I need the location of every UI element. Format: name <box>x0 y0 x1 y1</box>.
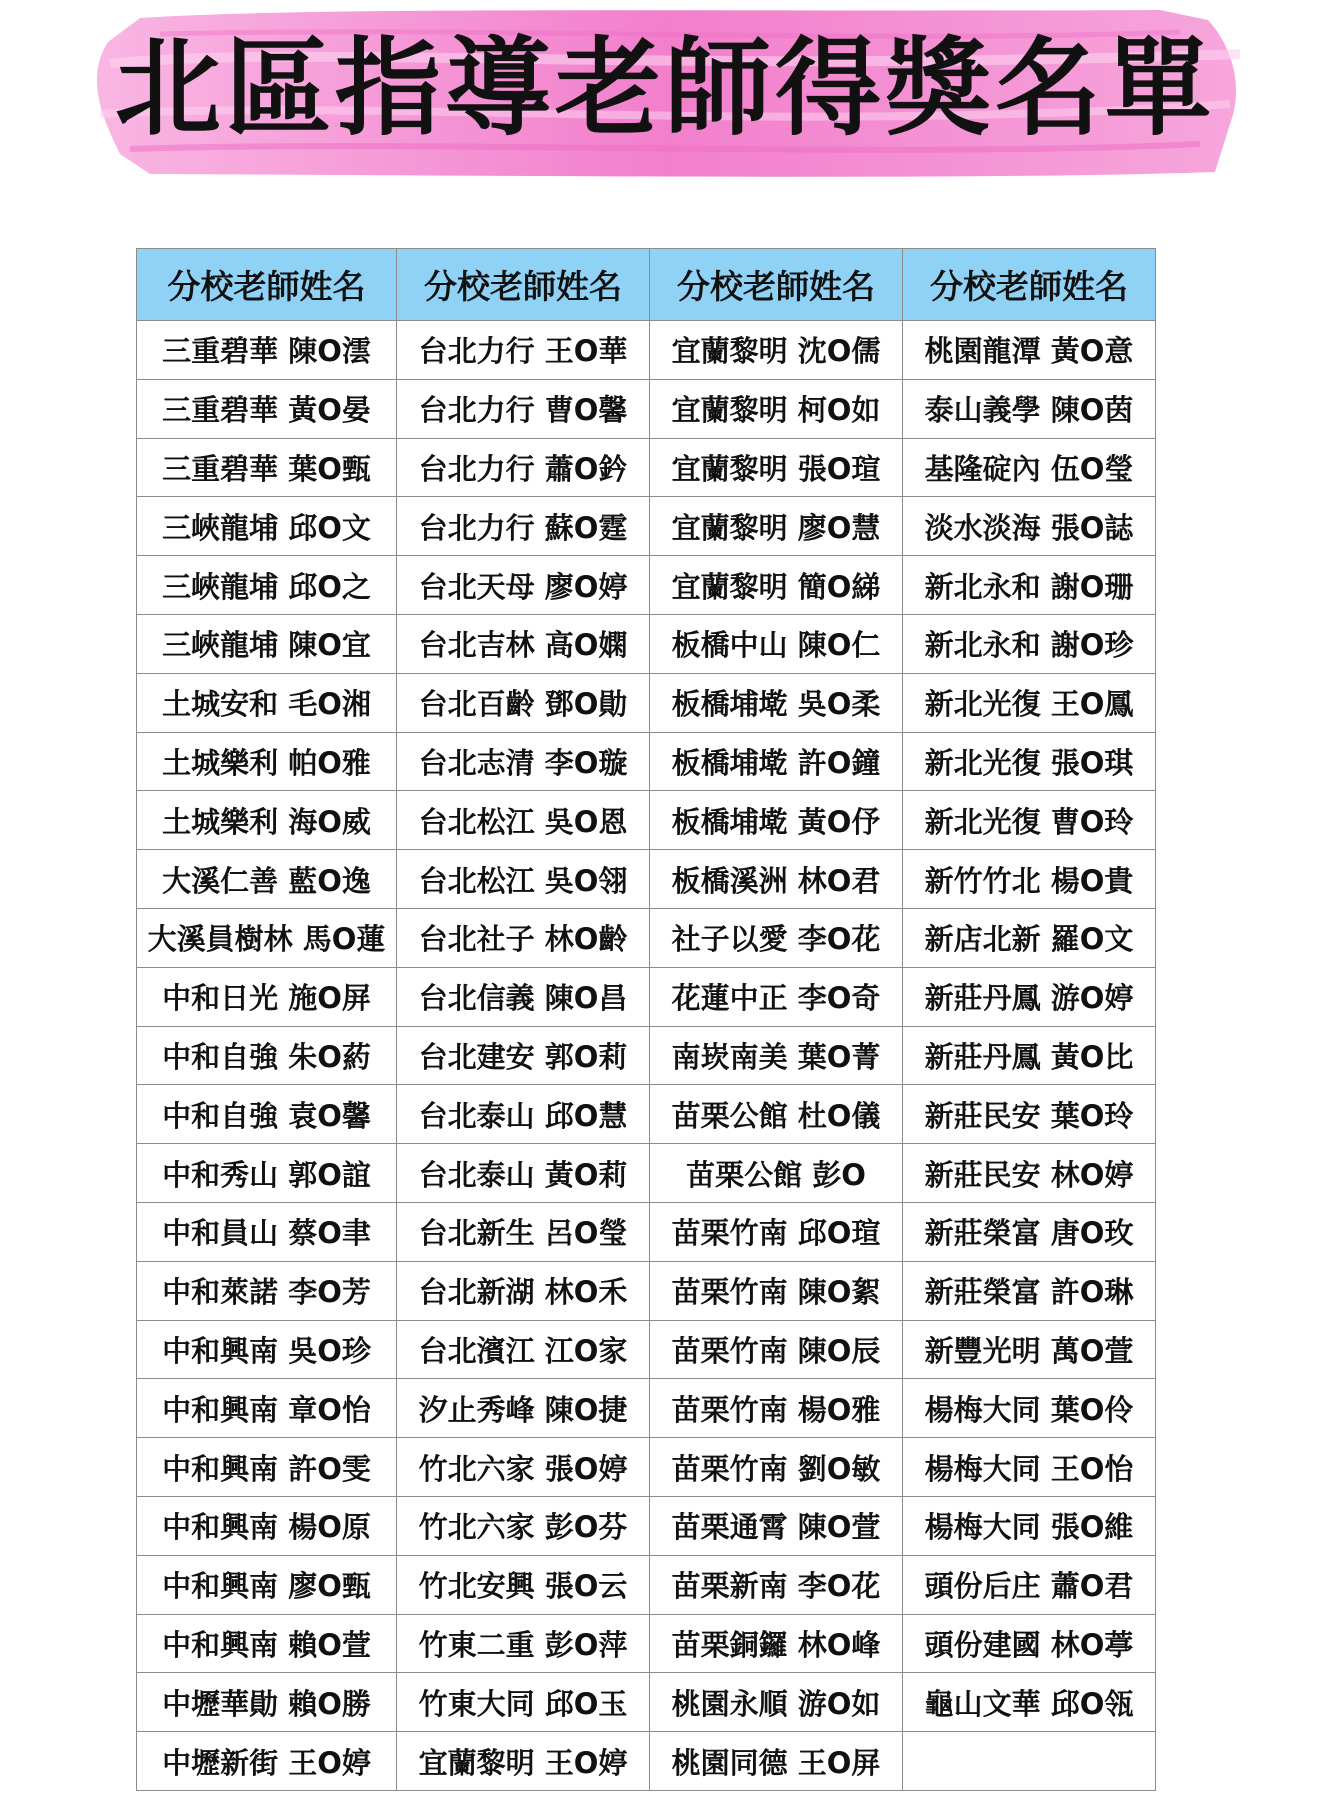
table-cell: 苗栗新南 李O花 <box>650 1555 903 1614</box>
table-cell: 苗栗竹南 陳O辰 <box>650 1320 903 1379</box>
table-cell: 中和興南 廖O甄 <box>137 1555 397 1614</box>
table-cell: 台北濱江 江O家 <box>397 1320 650 1379</box>
table-cell: 花蓮中正 李O奇 <box>650 967 903 1026</box>
table-row <box>137 556 1156 615</box>
table-cell: 台北志清 李O璇 <box>397 732 650 791</box>
table-cell: 新北永和 謝O珍 <box>903 614 1156 673</box>
table-cell: 中和自強 袁O馨 <box>137 1085 397 1144</box>
table-cell: 苗栗竹南 陳O絮 <box>650 1261 903 1320</box>
table-cell: 三峽龍埔 邱O文 <box>137 497 397 556</box>
table-cell: 板橋中山 陳O仁 <box>650 614 903 673</box>
table-cell: 宜蘭黎明 簡O綈 <box>650 556 903 615</box>
table-cell: 土城樂利 海O威 <box>137 791 397 850</box>
table-cell: 竹北六家 張O婷 <box>397 1438 650 1497</box>
table-cell: 楊梅大同 王O怡 <box>903 1438 1156 1497</box>
table-cell: 土城安和 毛O湘 <box>137 673 397 732</box>
table-cell: 龜山文華 邱O瓴 <box>903 1673 1156 1732</box>
table-cell: 中和員山 蔡O聿 <box>137 1202 397 1261</box>
table-row <box>137 614 1156 673</box>
award-names-table <box>136 248 1156 1791</box>
table-cell: 板橋埔墘 許O鐘 <box>650 732 903 791</box>
table-cell: 桃園龍潭 黃O意 <box>903 321 1156 380</box>
table-row <box>137 1144 1156 1203</box>
table-cell: 中和興南 楊O原 <box>137 1496 397 1555</box>
table-cell: 中和興南 許O雯 <box>137 1438 397 1497</box>
column-header: 分校老師姓名 <box>903 249 1156 321</box>
table-cell: 宜蘭黎明 王O婷 <box>397 1732 650 1791</box>
table-row <box>137 1732 1156 1791</box>
page-title: 北區指導老師得獎名單 <box>115 27 1215 150</box>
table-cell: 三重碧華 陳O澐 <box>137 321 397 380</box>
table-row <box>137 1614 1156 1673</box>
table-cell: 南崁南美 葉O菁 <box>650 1026 903 1085</box>
table-cell: 中和興南 章O怡 <box>137 1379 397 1438</box>
table-cell: 大溪仁善 藍O逸 <box>137 850 397 909</box>
table-cell: 三峽龍埔 陳O宜 <box>137 614 397 673</box>
column-header: 分校老師姓名 <box>397 249 650 321</box>
table-cell: 中和秀山 郭O誼 <box>137 1144 397 1203</box>
table-cell: 中和興南 吳O珍 <box>137 1320 397 1379</box>
table-cell: 淡水淡海 張O誌 <box>903 497 1156 556</box>
table-cell: 苗栗銅鑼 林O峰 <box>650 1614 903 1673</box>
table-cell: 台北松江 吳O翎 <box>397 850 650 909</box>
table-cell: 新莊民安 林O婷 <box>903 1144 1156 1203</box>
table-cell: 台北百齡 鄧O勛 <box>397 673 650 732</box>
table-cell: 楊梅大同 張O維 <box>903 1496 1156 1555</box>
table-cell: 台北天母 廖O婷 <box>397 556 650 615</box>
table-cell: 竹北安興 張O云 <box>397 1555 650 1614</box>
table-cell: 台北力行 蘇O霆 <box>397 497 650 556</box>
table-cell: 苗栗竹南 劉O敏 <box>650 1438 903 1497</box>
table-cell: 新北永和 謝O珊 <box>903 556 1156 615</box>
table-cell: 苗栗公館 杜O儀 <box>650 1085 903 1144</box>
table-cell: 桃園永順 游O如 <box>650 1673 903 1732</box>
table-cell: 台北泰山 邱O慧 <box>397 1085 650 1144</box>
table-row <box>137 1085 1156 1144</box>
table-cell: 宜蘭黎明 廖O慧 <box>650 497 903 556</box>
table-cell: 三重碧華 葉O甄 <box>137 438 397 497</box>
table-cell: 三重碧華 黃O晏 <box>137 379 397 438</box>
table-cell: 新莊丹鳳 游O婷 <box>903 967 1156 1026</box>
table-row <box>137 908 1156 967</box>
table-cell: 苗栗竹南 楊O雅 <box>650 1379 903 1438</box>
table-row <box>137 1026 1156 1085</box>
table-row <box>137 1320 1156 1379</box>
table-cell: 板橋埔墘 黃O伃 <box>650 791 903 850</box>
table-cell: 頭份建國 林O葶 <box>903 1614 1156 1673</box>
table-cell: 新北光復 曹O玲 <box>903 791 1156 850</box>
table-cell: 台北力行 曹O馨 <box>397 379 650 438</box>
table-cell: 新北光復 王O鳳 <box>903 673 1156 732</box>
table-cell: 竹北六家 彭O芬 <box>397 1496 650 1555</box>
table-cell: 新莊丹鳳 黃O比 <box>903 1026 1156 1085</box>
table-cell: 大溪員樹林 馬O蓮 <box>137 908 397 967</box>
table-row <box>137 1438 1156 1497</box>
table-cell: 板橋埔墘 吳O柔 <box>650 673 903 732</box>
table-cell: 台北新生 呂O瑩 <box>397 1202 650 1261</box>
table-cell: 宜蘭黎明 沈O儒 <box>650 321 903 380</box>
table-cell: 宜蘭黎明 張O瑄 <box>650 438 903 497</box>
table-row <box>137 1673 1156 1732</box>
table-cell: 汐止秀峰 陳O捷 <box>397 1379 650 1438</box>
table-cell: 中壢華勛 賴O勝 <box>137 1673 397 1732</box>
table-cell: 楊梅大同 葉O伶 <box>903 1379 1156 1438</box>
table-row <box>137 1202 1156 1261</box>
table-cell: 台北吉林 高O嫻 <box>397 614 650 673</box>
table-cell: 台北新湖 林O禾 <box>397 1261 650 1320</box>
table-cell: 新豐光明 萬O萱 <box>903 1320 1156 1379</box>
table-cell: 新北光復 張O琪 <box>903 732 1156 791</box>
table-cell: 新店北新 羅O文 <box>903 908 1156 967</box>
table-row <box>137 1261 1156 1320</box>
table-cell: 土城樂利 帕O雅 <box>137 732 397 791</box>
table-cell: 中和自強 朱O葯 <box>137 1026 397 1085</box>
table-body <box>137 321 1156 1791</box>
table-row <box>137 791 1156 850</box>
table-row <box>137 850 1156 909</box>
column-header: 分校老師姓名 <box>650 249 903 321</box>
table-cell: 泰山義學 陳O茵 <box>903 379 1156 438</box>
table-row <box>137 732 1156 791</box>
table-cell: 台北力行 蕭O鈐 <box>397 438 650 497</box>
table-cell <box>903 1732 1156 1791</box>
table-cell: 台北建安 郭O莉 <box>397 1026 650 1085</box>
table-cell: 竹東二重 彭O萍 <box>397 1614 650 1673</box>
table-cell: 中和興南 賴O萱 <box>137 1614 397 1673</box>
table-cell: 新莊榮富 唐O玫 <box>903 1202 1156 1261</box>
table-row <box>137 497 1156 556</box>
table-cell: 台北社子 林O齡 <box>397 908 650 967</box>
table-cell: 竹東大同 邱O玉 <box>397 1673 650 1732</box>
table-row <box>137 1555 1156 1614</box>
table-row <box>137 1496 1156 1555</box>
table-cell: 台北信義 陳O昌 <box>397 967 650 1026</box>
table-cell: 桃園同德 王O屏 <box>650 1732 903 1791</box>
table-cell: 宜蘭黎明 柯O如 <box>650 379 903 438</box>
table-cell: 三峽龍埔 邱O之 <box>137 556 397 615</box>
table-row <box>137 379 1156 438</box>
table-header-row <box>137 249 1156 321</box>
table-cell: 台北松江 吳O恩 <box>397 791 650 850</box>
table-cell: 苗栗通霄 陳O萱 <box>650 1496 903 1555</box>
column-header: 分校老師姓名 <box>137 249 397 321</box>
table-cell: 社子以愛 李O花 <box>650 908 903 967</box>
table-cell: 基隆碇內 伍O瑩 <box>903 438 1156 497</box>
table-cell: 新莊榮富 許O琳 <box>903 1261 1156 1320</box>
table-cell: 新莊民安 葉O玲 <box>903 1085 1156 1144</box>
table-cell: 板橋溪洲 林O君 <box>650 850 903 909</box>
table-cell: 頭份后庄 蕭O君 <box>903 1555 1156 1614</box>
table-cell: 中和日光 施O屏 <box>137 967 397 1026</box>
table-cell: 台北力行 王O華 <box>397 321 650 380</box>
table-row <box>137 967 1156 1026</box>
table-cell: 台北泰山 黃O莉 <box>397 1144 650 1203</box>
table-cell: 新竹竹北 楊O貴 <box>903 850 1156 909</box>
table-row <box>137 673 1156 732</box>
table-row <box>137 1379 1156 1438</box>
table-cell: 苗栗竹南 邱O瑄 <box>650 1202 903 1261</box>
table-cell: 中壢新街 王O婷 <box>137 1732 397 1791</box>
table-row <box>137 321 1156 380</box>
table-row <box>137 438 1156 497</box>
table-cell: 中和萊諾 李O芳 <box>137 1261 397 1320</box>
table-cell: 苗栗公館 彭O <box>650 1144 903 1203</box>
